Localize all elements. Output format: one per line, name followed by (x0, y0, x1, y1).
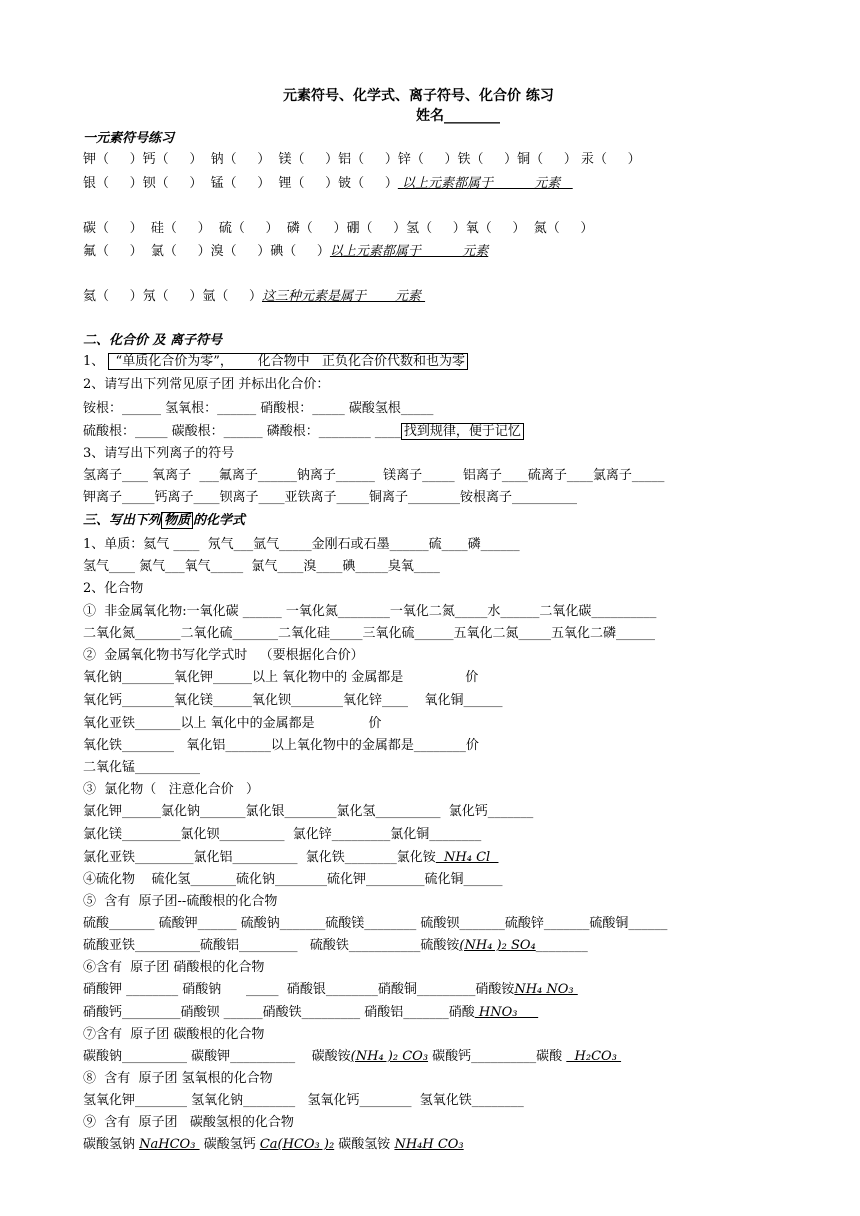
fill-note: 这三种元素是属于 元素 (262, 289, 426, 304)
bicarbonate-row: 碳酸氢钠 NaHCO₃ 碳酸氢钙 Ca(HCO₃ )₂ 碳酸氢铵 NH₄H CO₃ (83, 1137, 464, 1152)
formula-answer: (NH₄ )₂ CO₃ (350, 1049, 429, 1064)
nonmetal-oxide-row[interactable]: 二氧化氮_______二氧化硫_______二氧化硅_____三氧化硫______五氧化二氮_____五氧化二磷______ (83, 626, 656, 641)
metal-oxide-row[interactable]: 氧化铁________ 氧化铝_______以上氧化物中的金属都是________价 (83, 738, 479, 753)
formula-answer: NaHCO₃ (139, 1137, 200, 1152)
element-row[interactable]: 银（ ）钡（ ） 锰（ ） 锂（ ）铍（ ） 以上元素都属于 元素 (83, 176, 573, 191)
nitrate-heading: ⑥含有 原子团 硝酸根的化合物 (83, 960, 265, 975)
element-formula-row[interactable]: 1、单质：氦气 ____ 氖气___氩气_____金刚石或石墨______硫____磷______ (83, 537, 520, 552)
formula-answer: NH₄H CO₃ (394, 1137, 464, 1152)
fill-note: 以上元素都属于 元素 (397, 176, 573, 191)
formula-answer: NH₄ Cl (435, 850, 499, 865)
element-row[interactable]: 氟（ ） 氯（ ）溴（ ）碘（ ）以上元素都属于 元素 (83, 244, 489, 259)
formula-answer: Ca(HCO₃ )₂ (259, 1137, 335, 1152)
metal-oxide-row[interactable]: 氧化钠________氧化钾______以上 氧化物中的 金属都是 价 (83, 670, 479, 685)
metal-oxide-row[interactable]: 氧化亚铁_______以上 氧化中的金属都是 价 (83, 716, 382, 731)
ion-row[interactable]: 钾离子_____钙离子____钡离子____亚铁离子_____铜离子________铵根离子__________ (83, 490, 578, 505)
rule-box: “单质化合价为零”， 化合物中 正负化合价代数和也为零 (108, 353, 468, 370)
chloride-row[interactable]: 氯化亚铁_________氯化铝__________ 氯化铁________氯化铵 NH₄ Cl (83, 850, 499, 865)
question-2: 2、请写出下列常见原子团 并标出化合价： (83, 377, 330, 392)
chloride-row[interactable]: 氯化钾______氯化钠_______氯化银________氯化氢__________ 氯化钙_______ (83, 804, 534, 819)
tip-box: 找到规律，便于记忆 (401, 423, 524, 440)
formula-answer: HNO₃ (474, 1005, 539, 1020)
element-row[interactable]: 氦（ ）氖（ ）氩（ ）这三种元素是属于 元素 (83, 289, 426, 304)
element-formula-row[interactable]: 氢气____ 氮气___氧气_____ 氯气____溴____碘_____臭氧____ (83, 559, 440, 574)
ion-row[interactable]: 氢离子____ 氧离子 ___氟离子______钠离子______ 镁离子_____ 铝离子____硫离子____氯离子_____ (83, 468, 665, 483)
nonmetal-oxide-row[interactable]: ① 非金属氧化物:一氧化碳 ______ 一氧化氮________一氧化二氮_____水______二氧化碳__________ (83, 604, 657, 619)
sulfate-row[interactable]: 硫酸_______ 硫酸钾______ 硫酸钠_______硫酸镁________ 硫酸钡_______硫酸锌_______硫酸铜______ (83, 916, 668, 931)
formula-answer: (NH₄ )₂ SO₄ (459, 938, 536, 953)
page-title: 元素符号、化学式、离子符号、化合价 练习 (283, 88, 554, 104)
chloride-heading: ③ 氯化物（ 注意化合价 ） (83, 782, 260, 797)
radical-row[interactable]: 铵根：______ 氢氧根：______ 硝酸根：_____ 碳酸氢根_____ (83, 401, 434, 416)
element-row[interactable]: 碳（ ） 硅（ ） 硫（ ） 磷（ ）硼（ ）氢（ ）氧（ ） 氮（ ） (83, 221, 594, 236)
metal-oxide-heading: ② 金属氧化物书写化学式时 （要根据化合价） (83, 648, 364, 663)
sulfate-heading: ⑤ 含有 原子团--硫酸根的化合物 (83, 894, 278, 909)
rule-note: 1、 “单质化合价为零”， 化合物中 正负化合价代数和也为零 (83, 354, 468, 370)
carbonate-heading: ⑦含有 原子团 碳酸根的化合物 (83, 1027, 265, 1042)
section-1-heading: 一元素符号练习 (83, 131, 175, 146)
hydroxide-row[interactable]: 氢氧化钾________ 氢氧化钠________ 氢氧化钙________ 氢氧化铁________ (83, 1093, 524, 1108)
formula-answer: NH₄ NO₃ (514, 982, 578, 997)
nitrate-row[interactable]: 硝酸钾 ________ 硝酸钠 _____ 硝酸银________硝酸铜_________硝酸铵NH₄ NO₃ (83, 982, 578, 997)
compound-heading: 2、化合物 (83, 581, 144, 596)
metal-oxide-row[interactable]: 二氧化锰__________ (83, 760, 201, 775)
radical-row[interactable]: 硫酸根：_____ 碳酸根：______ 磷酸根：________ ____ 找到规律，便于记忆 (83, 424, 524, 440)
section-3-heading: 三、写出下列 物质 的化学式 (83, 513, 246, 528)
sulfate-row[interactable]: 硫酸亚铁__________硫酸铝_________ 硫酸铁___________硫酸铵(NH₄ )₂ SO₄________ (83, 938, 588, 953)
fill-note: 以上元素都属于 元素 (329, 244, 489, 259)
formula-answer: H₂CO₃ (566, 1049, 622, 1064)
sulfide-row[interactable]: ④硫化物 硫化氢_______硫化钠________硫化钾_________硫化铜______ (83, 872, 503, 887)
question-3: 3、请写出下列离子的符号 (83, 446, 235, 461)
hydroxide-heading: ⑧ 含有 原子团 氢氧根的化合物 (83, 1071, 273, 1086)
bicarbonate-heading: ⑨ 含有 原子团 碳酸氢根的化合物 (83, 1115, 294, 1130)
section-2-heading: 二、化合价 及 离子符号 (83, 333, 223, 348)
carbonate-row[interactable]: 碳酸钠__________ 碳酸钾__________ 碳酸铵(NH₄ )₂ CO₃ 碳酸钙__________碳酸 H₂CO₃ (83, 1049, 622, 1064)
nitrate-row[interactable]: 硝酸钙_________硝酸钡 ______硝酸铁_________ 硝酸铝_______硝酸 HNO₃ (83, 1005, 539, 1020)
chloride-row[interactable]: 氯化镁_________氯化钡__________ 氯化锌_________氯化铜________ (83, 827, 482, 842)
metal-oxide-row[interactable]: 氧化钙________氧化镁______氧化钡________氧化锌____ 氧化铜______ (83, 693, 503, 708)
element-row[interactable]: 钾（ ）钙（ ） 钠（ ） 镁（ ）铝（ ）锌（ ）铁（ ）铜（ ） 汞（ ） (83, 152, 641, 167)
name-field[interactable]: 姓名________ (416, 108, 500, 124)
